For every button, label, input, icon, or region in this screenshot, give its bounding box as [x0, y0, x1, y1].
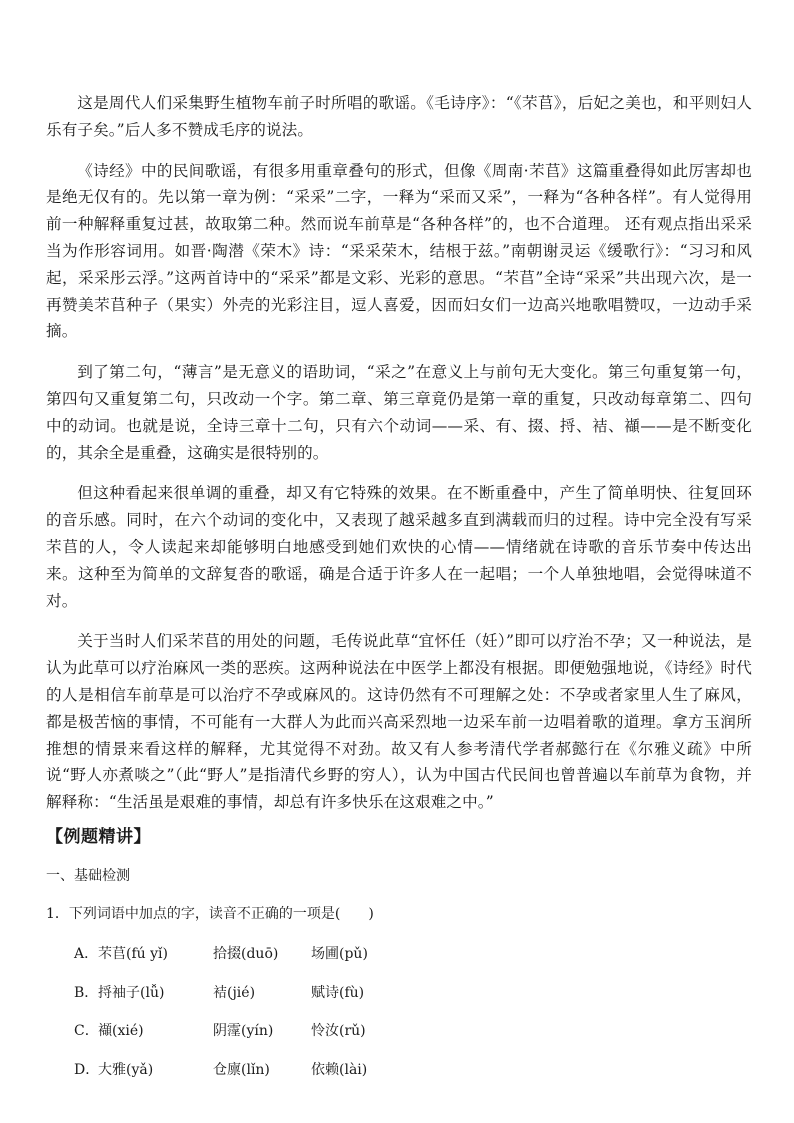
option-word: 大雅(yǎ) — [98, 1062, 154, 1079]
option-letter: C． — [74, 1023, 99, 1040]
option-d[interactable] — [74, 1059, 401, 1098]
paragraph-2: 《诗经》中的民间歌谣，有很多用重章叠句的形式，但像《周南·芣苢》这篇重叠得如此厉害却也是绝无仅有的。先以第一章为例：“采采”二字，一释为“采而又采”，一释为“各种各样”。有人觉得用前一种解释重复过甚，故取第二种。然而说车前草是“各种各样”的，也不合道理。 还有观点指出采采当为作形容词用。如晋·陶潜《荣木》诗：“采采荣木，结根于兹。”南朝谢灵运《缓歌行》：“习习和风起，采采彤云浮。”这两首诗中的“采采”都是文彩、光彩的意思。“芣苢”全诗“采采”共出现六次，是一再赞美芣苢种子（果实）外壳的光彩注目，逗人喜爱，因而妇女们一边高兴地歌唱赞叹，一边动手采摘。 — [46, 161, 752, 341]
option-word: 襭(xié) — [98, 1023, 144, 1040]
option-letter: A． — [74, 946, 99, 962]
section-title: 【例题精讲】 — [46, 827, 151, 847]
question-1: 1．下列词语中加点的字，读音不正确的一项是( ) — [46, 906, 374, 922]
answer-options — [74, 943, 401, 1098]
paragraph-5: 关于当时人们采芣苢的用处的问题，毛传说此草“宜怀任（妊）”即可以疗治不孕；又一种说法，是认为此草可以疗治麻风一类的恶疾。这两种说法在中医学上都没有根据。即便勉强地说，《诗经》时代的人是相信车前草是可以治疗不孕或麻风的。这诗仍然有不可理解之处：不孕或者家里人生了麻风，都是极苦恼的事情，不可能有一大群人为此而兴高采烈地一边采车前一边唱着歌的道理。拿方玉润所推想的情景来看这样的解释，尤其觉得不对劲。故又有人参考清代学者郝懿行在《尔雅义疏》中所说“野人亦煮啖之”（此“野人”是指清代乡野的穷人），认为中国古代民间也曾普遍以车前草为食物，并解释称：“生活虽是艰难的事情，却总有许多快乐在这艰难之中。” — [46, 632, 752, 812]
paragraph-3: 到了第二句，“薄言”是无意义的语助词，“采之”在意义上与前句无大变化。第三句重复第一句，第四句又重复第二句，只改动一个字。第二章、第三章竟仍是第一章的重复，只改动每章第二、四句中的动词。也就是说，全诗三章十二句，只有六个动词——采、有、掇、捋、袺、襭——是不断变化的，其余全是重叠，这确实是很特别的。 — [46, 363, 752, 462]
option-word: 芣苢(fú yǐ) — [98, 946, 168, 962]
option-c[interactable] — [74, 1020, 401, 1059]
article-body — [46, 90, 752, 830]
option-letter: B． — [74, 984, 99, 1001]
paragraph-4: 但这种看起来很单调的重叠，却又有它特殊的效果。在不断重叠中，产生了简单明快、往复回环的音乐感。同时，在六个动词的变化中，又表现了越采越多直到满载而归的过程。诗中完全没有写采芣苢的人，令人读起来却能够明白地感受到她们欢快的心情——情绪就在诗歌的音乐节奏中传达出来。这种至为简单的文辞复沓的歌谣，确是合适于许多人在一起唱；一个人单独地唱，会觉得味道不对。 — [46, 484, 752, 610]
sub-title: 一、基础检测 — [46, 868, 130, 884]
option-letter: D． — [74, 1062, 100, 1079]
option-word: 场圃(pǔ) — [311, 946, 368, 962]
paragraph-1: 这是周代人们采集野生植物车前子时所唱的歌谣。《毛诗序》：“《芣苢》，后妃之美也，和平则妇人乐有子矣。”后人多不赞成毛序的说法。 — [46, 94, 752, 139]
option-word: 依赖(lài) — [311, 1062, 368, 1079]
option-word: 怜汝(rǔ) — [311, 1023, 366, 1040]
option-b[interactable] — [74, 982, 401, 1021]
option-word: 阴霪(yín) — [213, 1023, 274, 1040]
option-word: 袺(jié) — [213, 984, 256, 1001]
option-word: 捋袖子(lǚ) — [98, 984, 165, 1001]
option-word: 赋诗(fù) — [311, 984, 365, 1001]
option-word: 仓廪(lǐn) — [213, 1062, 270, 1079]
option-a[interactable] — [74, 943, 401, 982]
option-word: 拾掇(duō) — [213, 946, 279, 962]
